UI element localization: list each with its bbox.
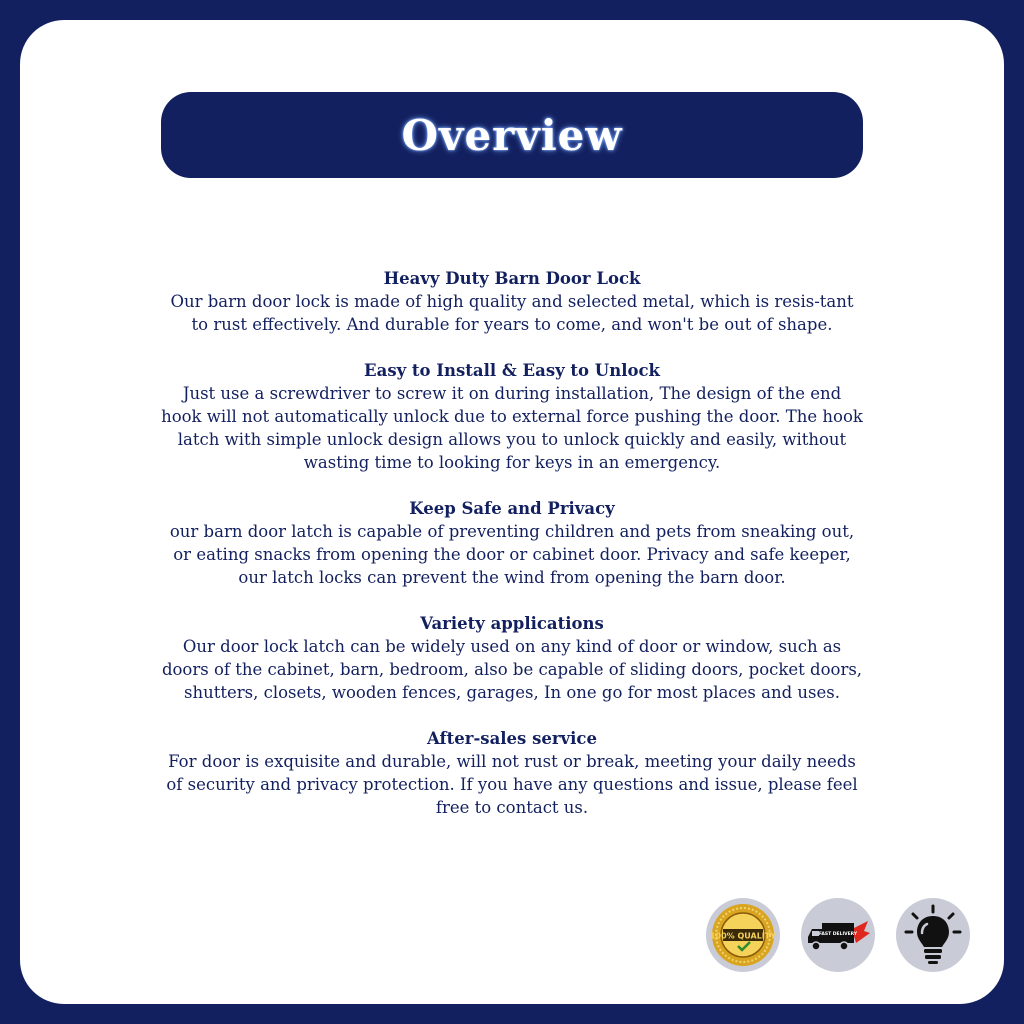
section-heading: Heavy Duty Barn Door Lock [383,269,641,288]
quality-seal-icon [710,902,776,968]
badge-row [706,898,970,972]
section-body: Our door lock latch can be widely used on any kind of door or window, such as doors of the cabinet, barn, bedroom, also be capable of sliding doors, pocket doors, shutters, closets, wooden fences, garages, In one go for most places and uses. [161,637,863,702]
idea-badge [896,898,970,972]
section-heading: Keep Safe and Privacy [409,499,615,518]
delivery-badge [801,898,875,972]
section-heading: After-sales service [427,729,597,748]
section-heading: Easy to Install & Easy to Unlock [364,361,660,380]
feature-list [160,267,864,842]
overview-banner [161,92,863,178]
section-heading: Variety applications [420,614,604,633]
page-title: Overview [401,110,623,160]
quality-badge [706,898,780,972]
lightbulb-icon [900,902,966,968]
delivery-label: FAST DELIVERY [818,932,858,937]
feature-section [160,497,864,589]
feature-section [160,727,864,819]
feature-section [160,267,864,336]
feature-section [160,612,864,704]
section-body: Just use a screwdriver to screw it on during installation, The design of the end hook will not automatically unlock due to external force pushing the door. The hook latch with simple unlock design allows you to unlock quickly and easily, without wasting time to looking for keys in an emergency. [161,384,863,472]
quality-label: 100% QUALITY [710,931,776,941]
overview-card [20,20,1004,1004]
section-body: our barn door latch is capable of preventing children and pets from sneaking out, or eating snacks from opening the door or cabinet door. Privacy and safe keeper, our latch locks can prevent the wind from opening the barn door. [169,522,855,587]
feature-section [160,359,864,474]
delivery-truck-icon [806,915,870,955]
section-body: Our barn door lock is made of high quality and selected metal, which is resis-tant to rust effectively. And durable for years to come, and won't be out of shape. [170,292,854,334]
section-body: For door is exquisite and durable, will not rust or break, meeting your daily needs of security and privacy protection. If you have any questions and issue, please feel free to contact us. [166,752,858,817]
